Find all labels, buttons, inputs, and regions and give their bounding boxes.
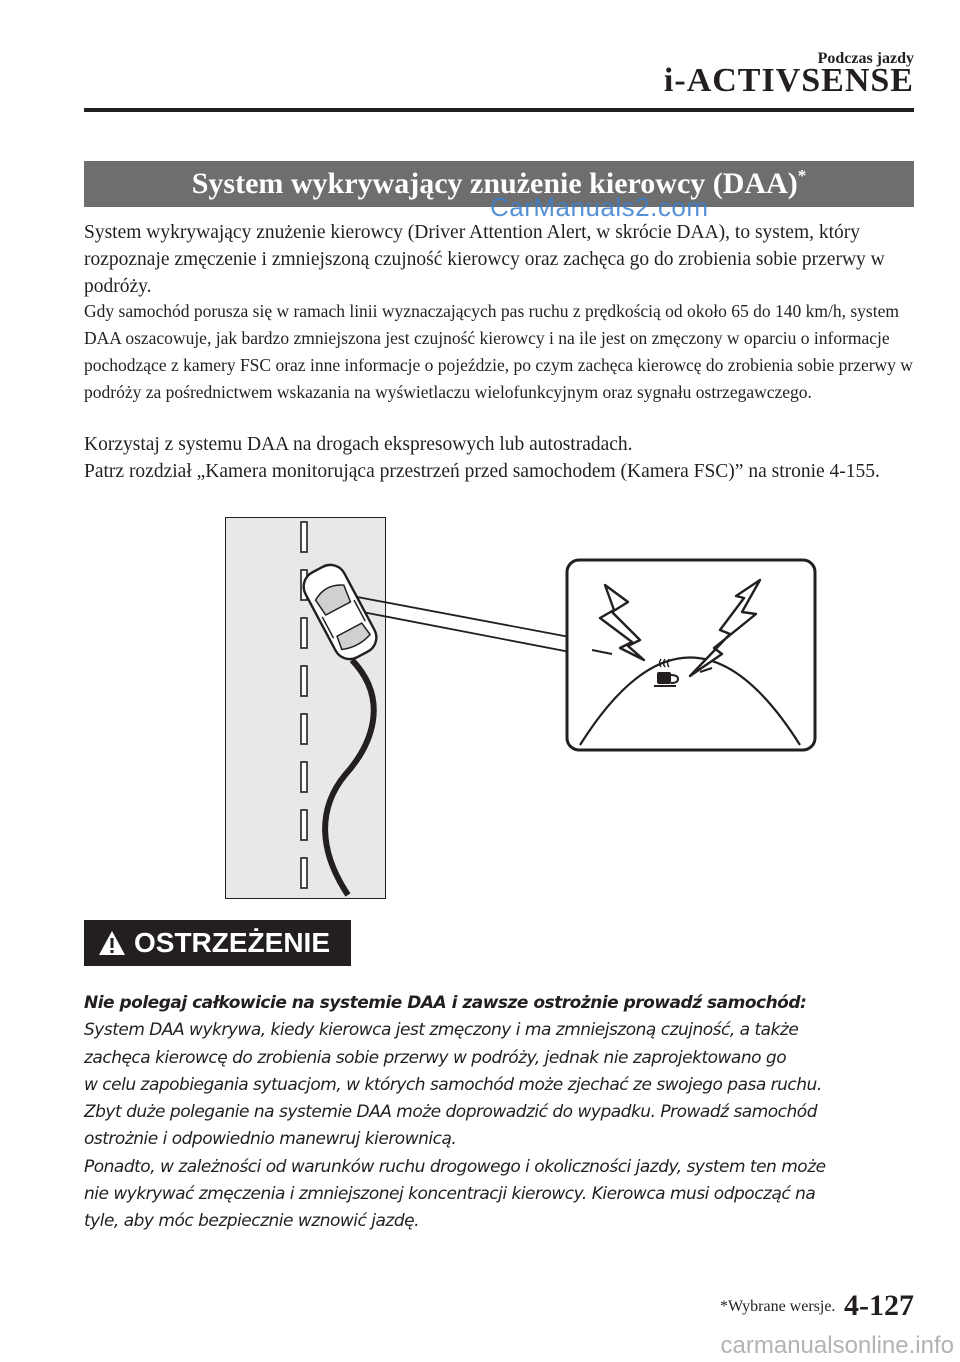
warning-triangle-icon: [98, 930, 126, 956]
warning-line: w celu zapobiegania sytuacjom, w których samochód może zjechać ze swojego pasa ruchu.: [84, 1074, 822, 1095]
paragraph-usage: [84, 431, 914, 485]
warning-label: OSTRZEŻENIE: [134, 927, 331, 958]
warning-text: [84, 990, 914, 1236]
header-chapter: i-ACTIVSENSE: [663, 62, 914, 99]
road: [226, 518, 385, 898]
warning-lightning-icons: [600, 580, 760, 676]
reference-line: Patrz rozdział „Kamera monitorująca przestrzeń przed samochodem (Kamera FSC)” na stronie 4-155.: [84, 461, 880, 482]
warning-line: tyle, aby móc bezpiecznie wznowić jazdę.: [84, 1211, 419, 1232]
header-section: Podczas jazdy: [817, 50, 914, 67]
footer-watermark: carmanualsonline.info: [720, 1332, 954, 1359]
coffee-cup-icon: [654, 659, 678, 686]
footer-note: *Wybrane wersje.: [720, 1298, 836, 1315]
warning-box-header: [84, 920, 351, 966]
warning-line: Zbyt duże poleganie na systemie DAA może doprowadzić do wypadku. Prowadź samochód: [84, 1102, 817, 1123]
usage-line: Korzystaj z systemu DAA na drogach ekspresowych lub autostradach.: [84, 434, 633, 455]
optional-marker: *: [797, 166, 807, 185]
vehicle-path: [325, 660, 374, 895]
header-rule: [84, 108, 914, 112]
camera-sight-lines: [352, 596, 628, 662]
car-icon: [298, 559, 382, 664]
page-number: 4-127: [844, 1289, 914, 1322]
warning-lead: Nie polegaj całkowicie na systemie DAA i zawsze ostrożnie prowadź samochód:: [84, 993, 807, 1013]
paragraph-operation: Gdy samochód porusza się w ramach linii wyznaczających pas ruchu z prędkością od około 65 do 140 km/h, system DAA oszacowuje, jak bardzo zmniejszona jest czujność kierowcy i na ile jest on zmęczony w oparciu o informacje pochodzące z kamery FSC oraz inne informacje o pojeździe, po czym zachęca kierowcę do zrobienia sobie przerwy w podróży za pośrednictwem wskazania na wyświetlaczu wielofunkcyjnym oraz sygnału ostrzegawczego.: [84, 301, 913, 402]
display-arc: [580, 658, 800, 746]
section-title: System wykrywający znużenie kierowcy (DAA): [191, 167, 798, 200]
lane-markings: [301, 522, 307, 888]
watermark-top: CarManuals2.com: [490, 192, 709, 222]
paragraph-intro: System wykrywający znużenie kierowcy (Driver Attention Alert, w skrócie DAA), to system, który rozpoznaje zmęczenie i zmniejszoną czujność kierowcy oraz zachęca go do zrobienia sobie przerwy w podróży.: [84, 222, 885, 297]
warning-line: Ponadto, w zależności od warunków ruchu drogowego i okoliczności jazdy, system ten może: [84, 1156, 826, 1177]
warning-line: nie wykrywać zmęczenia i zmniejszonej koncentracji kierowcy. Kierowca musi odpocząć na: [84, 1184, 816, 1205]
warning-line: ostrożnie i odpowiednio manewruj kierownicą.: [84, 1129, 457, 1150]
display-panel: [567, 560, 815, 750]
warning-line: zachęca kierowcę do zrobienia sobie przerwy w podróży, jednak nie zaprojektowano go: [84, 1047, 787, 1068]
warning-line: System DAA wykrywa, kiedy kierowca jest zmęczony i ma zmniejszoną czujność, a także: [84, 1020, 799, 1041]
